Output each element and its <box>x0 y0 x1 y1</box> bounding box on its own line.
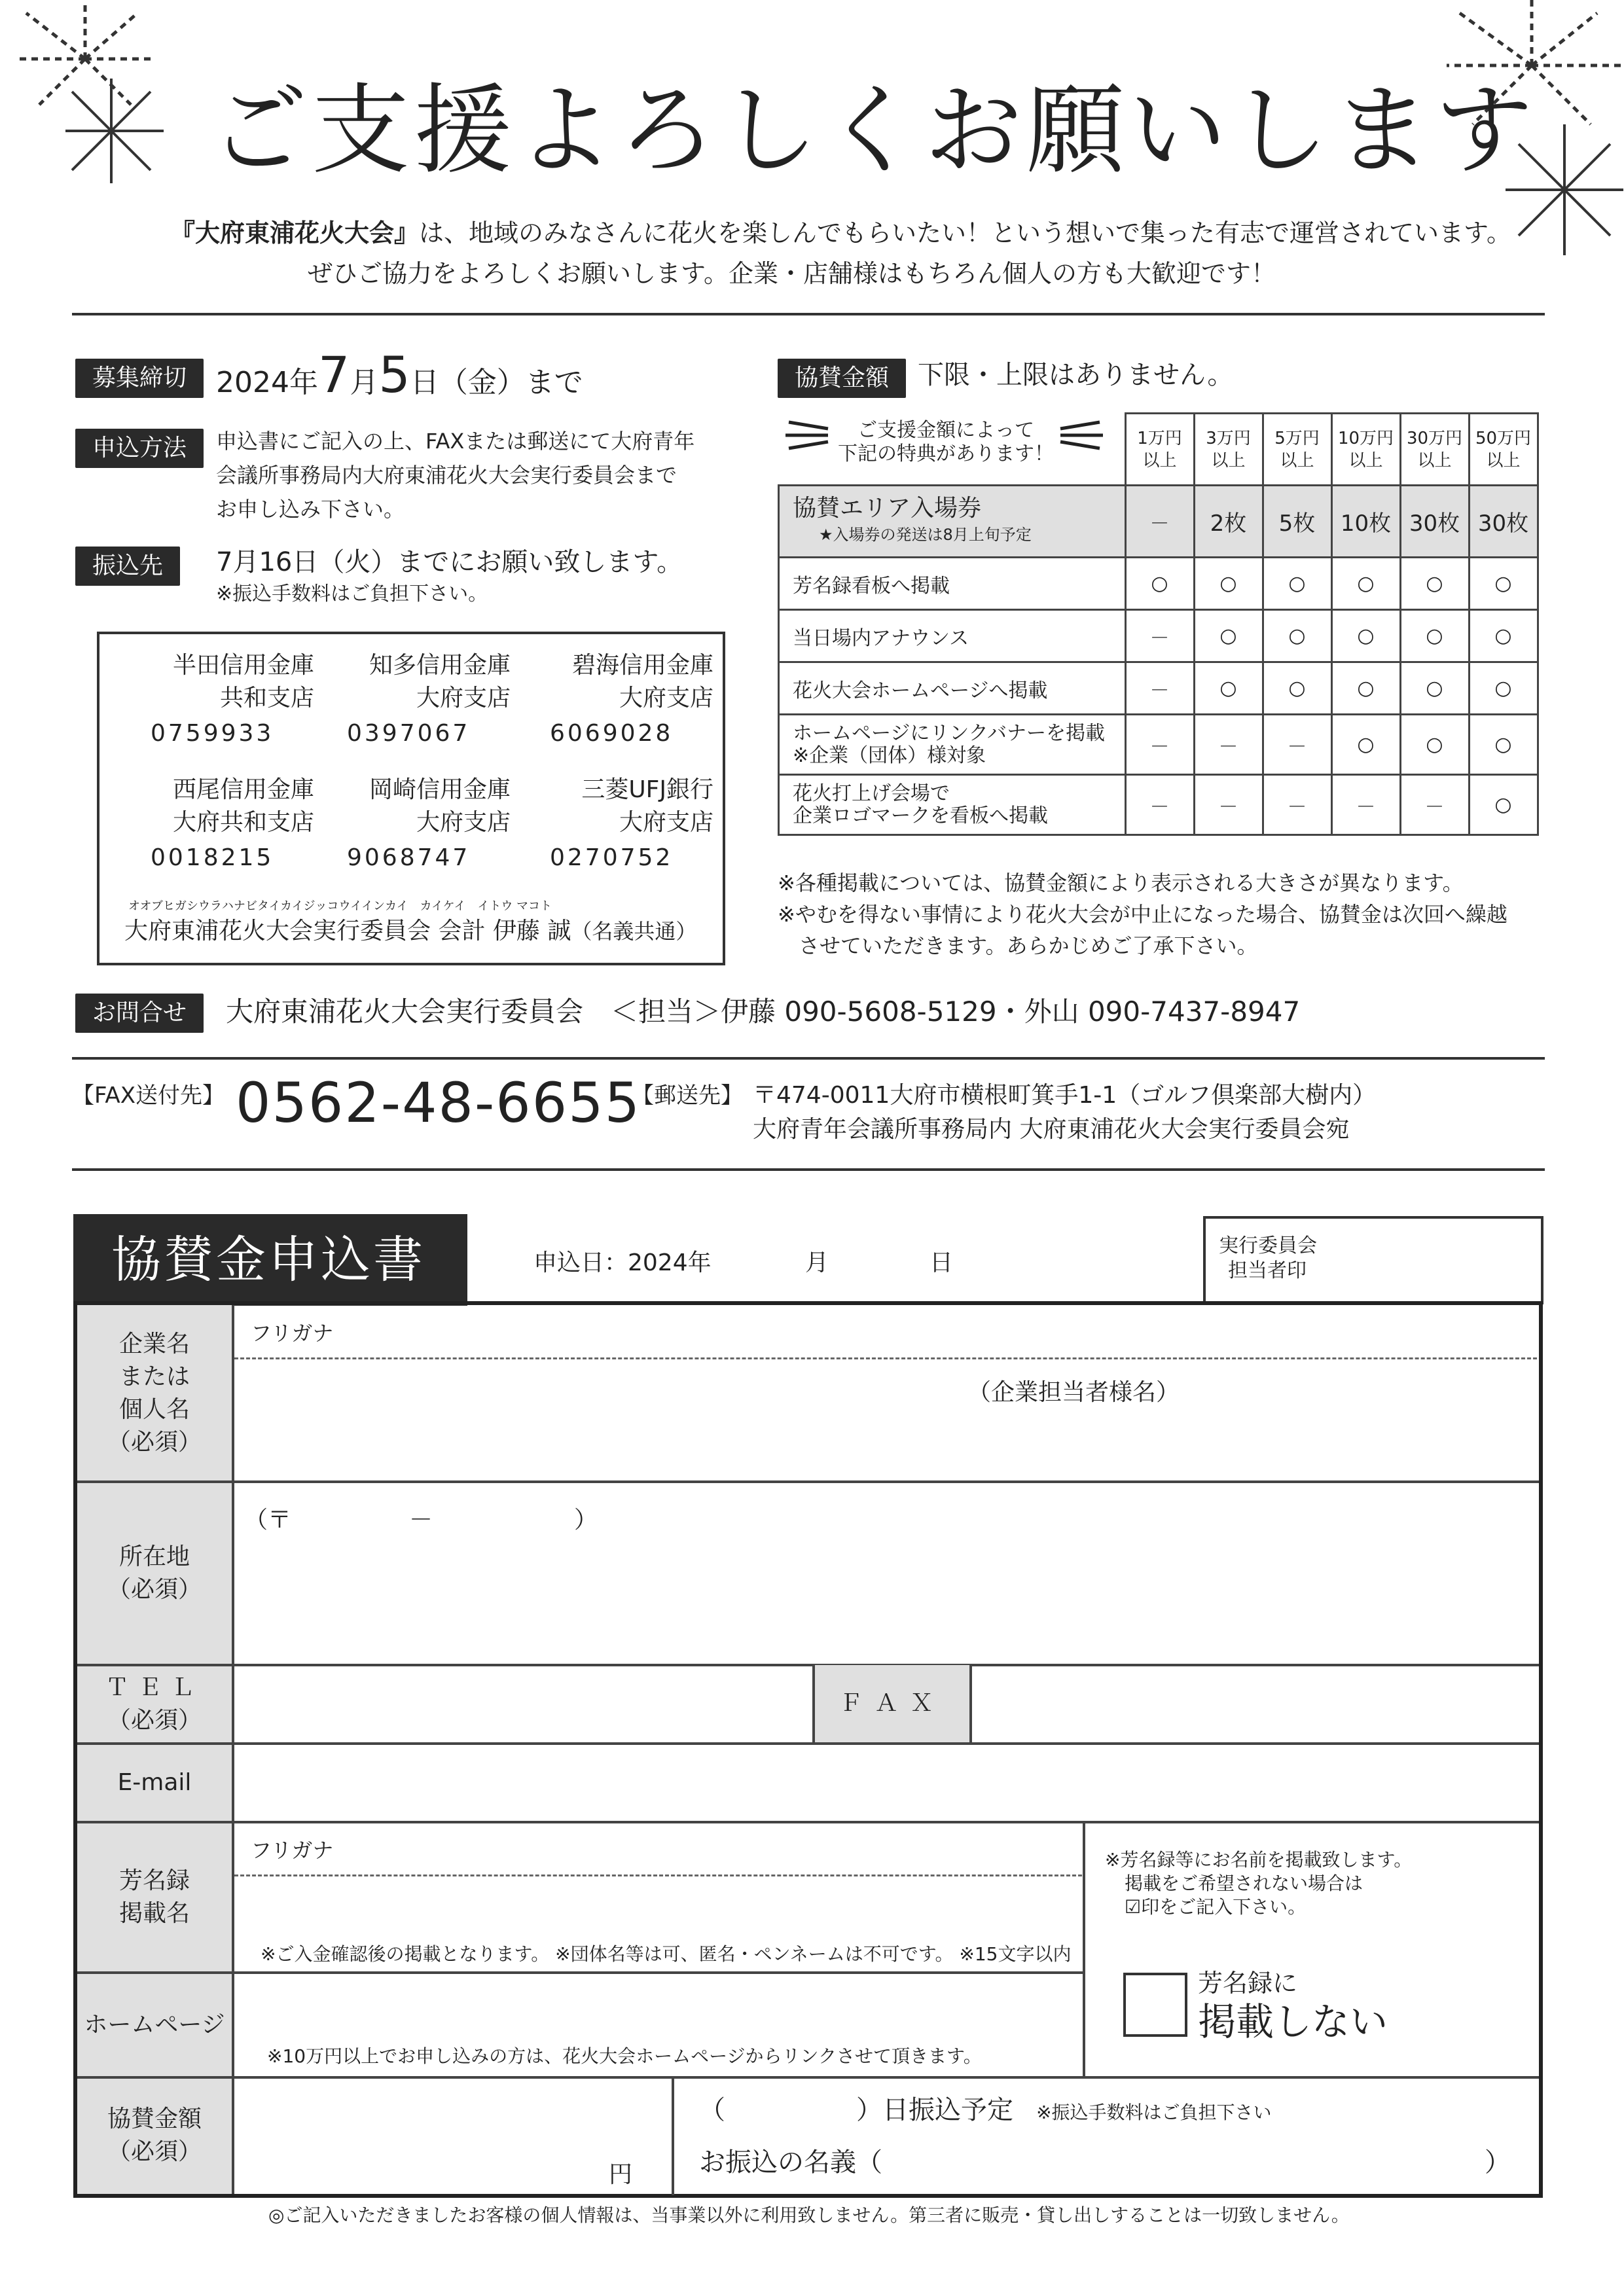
address-input[interactable] <box>237 1547 1537 1662</box>
col-divider <box>1083 1822 1085 2077</box>
furigana-dash <box>234 1357 1537 1359</box>
bank-5: 岡崎信用金庫 大府支店 9068747 <box>347 776 511 871</box>
bank-1: 半田信用金庫 共和支店 0759933 <box>151 652 314 747</box>
application-date: 申込日：2024年 月 日 <box>533 1249 954 1276</box>
honor-furigana-label: フリガナ <box>251 1838 334 1863</box>
form-title: 協賛金申込書 <box>111 1230 425 1289</box>
postal-code-input[interactable]: （〒 － ） <box>244 1507 598 1534</box>
table-row: 花火大会ホームページへ掲載 － ○ ○ ○ ○ ○ <box>779 662 1538 715</box>
firework-top-left-icon <box>0 0 196 196</box>
intro-line-1: 『大府東浦花火大会』は、地域のみなさんに花火を楽しんでもらいたい！という想いで集った有志で運営されています。 <box>170 219 1511 247</box>
row-divider <box>77 1480 1539 1483</box>
address-header: 所在地 （必須） <box>77 1482 234 1665</box>
bank-6: 三菱UFJ銀行 大府支店 0270752 <box>550 776 713 871</box>
company-name-input[interactable] <box>237 1360 1537 1479</box>
transfer-name-input[interactable]: お振込の名義（ ） <box>699 2147 1511 2178</box>
optout-label: 芳名録に 掲載しない <box>1198 1969 1388 2044</box>
homepage-input[interactable] <box>237 1974 1081 2046</box>
intro-line-2: ぜひご協力をよろしくお願いします。企業・店舗様はもちろん個人の方も大歓迎です！ <box>308 259 1276 288</box>
honor-note: ※ご入金確認後の掲載となります。 ※団体名等は可、匿名・ペンネームは不可です。 ※15文字以内 <box>261 1943 1072 1965</box>
col-divider <box>672 2077 674 2195</box>
fax-input[interactable] <box>974 1666 1537 1742</box>
account-name: 大府東浦花火大会実行委員会 会計 伊藤 誠（名義共通） <box>124 918 697 944</box>
table-row: 花火打上げ会場で 企業ロゴマークを看板へ掲載 － － － － － ○ <box>779 775 1538 835</box>
bank-4: 西尾信用金庫 大府共和支店 0018215 <box>151 776 314 871</box>
transfer-date-input[interactable]: （ ）日振込予定 ※振込手数料はご負担下さい <box>699 2095 1272 2125</box>
account-ruby: オオブヒガシウラハナビタイカイジッコウイインカイ カイケイ イトウ マコト <box>128 899 552 913</box>
bank-2: 知多信用金庫 大府支店 0397067 <box>347 652 511 747</box>
table-row: 当日場内アナウンス － ○ ○ ○ ○ ○ <box>779 610 1538 662</box>
tel-header: ＴＥＬ （必須） <box>77 1665 234 1744</box>
side-note: ※芳名録等にお名前を掲載致します。 掲載をご希望されない場合は ☑印をご記入下さい。 <box>1105 1849 1413 1918</box>
table-row: ホームページにリンクバナーを掲載 ※企業（団体）様対象 － － － ○ ○ ○ <box>779 715 1538 775</box>
homepage-note: ※10万円以上でお申し込みの方は、花火大会ホームページからリンクさせて頂きます。 <box>267 2045 982 2067</box>
application-form <box>73 1301 1543 2198</box>
tier-6: 50万円 以上 <box>1469 414 1538 486</box>
tier-3: 5万円 以上 <box>1263 414 1331 486</box>
yen-label: 円 <box>609 2161 633 2188</box>
honor-name-input[interactable] <box>237 1877 1081 1943</box>
mail-label: 【郵送先】 <box>632 1083 743 1109</box>
divider-1 <box>72 313 1545 315</box>
transfer-tag: 振込先 <box>75 547 180 586</box>
tier-5: 30万円 以上 <box>1400 414 1469 486</box>
divider-3 <box>72 1168 1545 1171</box>
row-divider <box>77 1821 1539 1823</box>
sponsor-amount-text: 下限・上限はありません。 <box>918 360 1234 390</box>
event-name: 『大府東浦花火大会』 <box>170 219 420 247</box>
contact-person-label: （企業担当者様名） <box>967 1379 1180 1406</box>
email-input[interactable] <box>237 1745 1537 1821</box>
amount-header: 協賛金額 （必須） <box>77 2077 234 2194</box>
company-furigana-label: フリガナ <box>251 1321 334 1346</box>
mail-address: 〒474-0011大府市横根町箕手1-1（ゴルフ倶楽部大樹内） 大府青年会議所事務局内 大府東浦花火大会実行委員会宛 <box>753 1082 1377 1143</box>
contact-tag: お問合せ <box>75 994 204 1033</box>
optout-checkbox[interactable] <box>1123 1973 1187 2037</box>
sponsor-notes: ※各種掲載については、協賛金額により表示される大きさが異なります。 ※やむを得ない事情により花火大会が中止になった場合、協賛金は次回へ繰越 させていただきます。あらかじめご了承下さい。 <box>778 870 1507 958</box>
fax-label: 【FAX送付先】 <box>72 1083 225 1109</box>
privacy-note: ◎ご記入いただきましたお客様の個人情報は、当事業以外に利用致しません。第三者に販売・貸し出しすることは一切致しません。 <box>268 2204 1350 2226</box>
homepage-header: ホームページ <box>77 1973 234 2077</box>
tier-4: 10万円 以上 <box>1331 414 1400 486</box>
sponsor-amount-tag: 協賛金額 <box>778 359 906 398</box>
company-header: 企業名 または 個人名 （必須） <box>77 1305 234 1482</box>
bank-3: 碧海信用金庫 大府支店 6069028 <box>550 652 713 747</box>
deadline-tag: 募集締切 <box>75 359 204 398</box>
divider-2 <box>72 1057 1545 1060</box>
benefit-table <box>778 412 1539 836</box>
apply-text: 申込書にご記入の上、FAXまたは郵送にて大府青年 会議所事務局内大府東浦花火大会実行委員会まで お申し込み下さい。 <box>216 429 695 522</box>
stamp-label: 実行委員会 担当者印 <box>1219 1234 1317 1282</box>
email-header: E-mail <box>77 1744 234 1822</box>
transfer-deadline: 7月16日（火）までにお願い致します。 <box>216 547 683 577</box>
page-title: ご支援よろしくお願いします <box>209 74 1538 188</box>
tier-2: 3万円 以上 <box>1194 414 1263 486</box>
amount-input[interactable] <box>237 2079 669 2194</box>
furigana-dash <box>234 1874 1082 1876</box>
transfer-fee-note: ※振込手数料はご負担下さい。 <box>216 583 488 605</box>
tier-1: 1万円 以上 <box>1125 414 1194 486</box>
deadline-text: 2024年7月5日（金）まで <box>216 346 583 404</box>
fax-header: ＦＡＸ <box>815 1665 972 1742</box>
apply-tag: 申込方法 <box>75 429 204 468</box>
fax-number: 0562-48-6655 <box>236 1071 641 1135</box>
table-row: 芳名録看板へ掲載 ○ ○ ○ ○ ○ ○ <box>779 558 1538 610</box>
benefit-banner: ご支援金額によって 下記の特典があります！ <box>838 419 1054 465</box>
contact-text: 大府東浦花火大会実行委員会 ＜担当＞伊藤 090-5608-5129・外山 090-7437-8947 <box>226 996 1301 1028</box>
honor-header: 芳名録 掲載名 <box>77 1822 234 1973</box>
table-row: 協賛エリア入場券 ★入場券の発送は8月上旬予定 － 2枚 5枚 10枚 30枚 30枚 <box>779 486 1538 558</box>
